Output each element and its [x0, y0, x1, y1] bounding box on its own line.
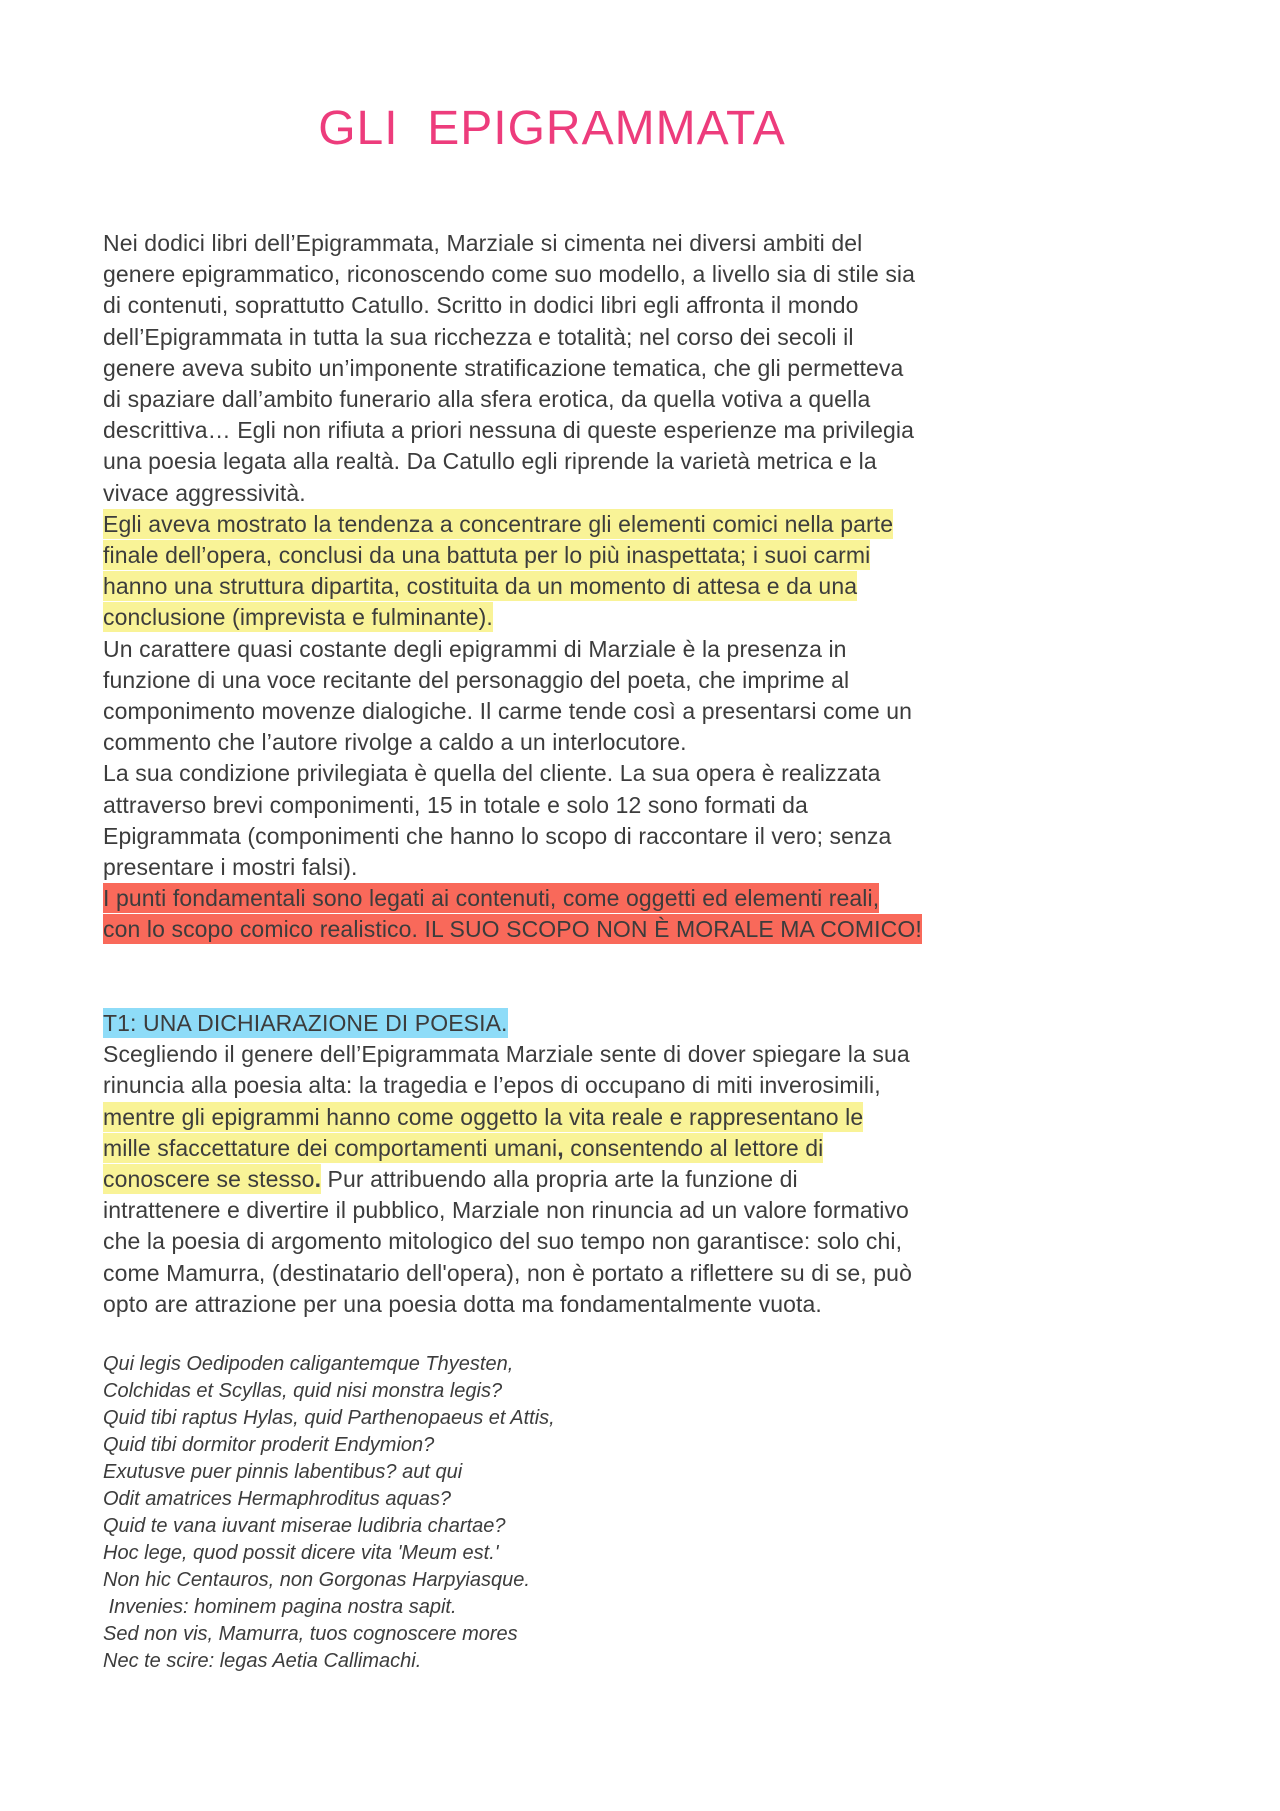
- text-segment: di spaziare dall’ambito funerario alla sfera erotica, da quella votiva a quella: [103, 386, 871, 413]
- verse-line: [103, 1594, 1185, 1621]
- highlighted-text-segment: T1: UNA DICHIARAZIONE DI POESIA.: [103, 1010, 508, 1037]
- text-segment: Scegliendo il genere dell’Epigrammata Marziale sente di dover spiegare la sua: [103, 1041, 910, 1068]
- document-body: [0, 228, 1280, 1675]
- text-line: [103, 571, 1185, 602]
- verse-line: [103, 1486, 1185, 1513]
- highlighted-text-segment: con lo scopo comico realistico. IL SUO SCOPO NON È MORALE MA COMICO!: [103, 916, 922, 943]
- text-line: [103, 883, 1185, 914]
- text-segment: Nec te scire: legas Aetia Callimachi.: [103, 1650, 422, 1673]
- text-segment: descrittiva… Egli non rifiuta a priori nessuna di queste esperienze ma privilegia: [103, 417, 914, 444]
- verse-line: [103, 1432, 1185, 1459]
- highlighted-text-segment: Egli aveva mostrato la tendenza a concentrare gli elementi comici nella parte: [103, 510, 894, 537]
- verse-line: [103, 1351, 1185, 1378]
- highlighted-text-segment: .: [314, 1166, 322, 1193]
- verse-line: [103, 1513, 1185, 1540]
- text-segment: che la poesia di argomento mitologico del suo tempo non garantisce: solo chi,: [103, 1228, 903, 1255]
- text-segment: Sed non vis, Mamurra, tuos cognoscere mores: [103, 1623, 518, 1646]
- highlighted-text-segment: mentre gli epigrammi hanno come oggetto la vita reale e rappresentano le: [103, 1103, 864, 1130]
- text-line: [103, 696, 1185, 727]
- text-segment: Un carattere quasi costante degli epigrammi di Marziale è la presenza in: [103, 635, 847, 662]
- text-line: [103, 727, 1185, 758]
- text-line: [103, 758, 1185, 789]
- text-segment: Quid tibi raptus Hylas, quid Parthenopaeus et Attis,: [103, 1407, 555, 1430]
- section-heading: [103, 1008, 1185, 1039]
- text-line: [103, 509, 1185, 540]
- text-segment: La sua condizione privilegiata è quella del cliente. La sua opera è realizzata: [103, 760, 881, 787]
- highlighted-text-segment: I punti fondamentali sono legati ai contenuti, come oggetti ed elementi reali,: [103, 885, 880, 912]
- verse-line: [103, 1405, 1185, 1432]
- text-segment: genere aveva subito un’imponente stratificazione tematica, che gli permetteva: [103, 354, 904, 381]
- page-title: GLI EPIGRAMMATA: [318, 102, 786, 155]
- verse-line: [103, 1648, 1185, 1675]
- text-segment: presentare i mostri falsi).: [103, 854, 358, 881]
- highlighted-text-segment: finale dell’opera, conclusi da una battuta per lo più inaspettata; i suoi carmi: [103, 542, 871, 569]
- text-line: [103, 1258, 1185, 1289]
- text-segment: una poesia legata alla realtà. Da Catullo egli riprende la varietà metrica e la: [103, 448, 877, 475]
- verse-line: [103, 1459, 1185, 1486]
- verse-line: [103, 1567, 1185, 1594]
- text-line: [103, 665, 1185, 696]
- highlighted-text-segment: conclusione (imprevista e fulminante).: [103, 604, 493, 631]
- text-segment: di contenuti, soprattutto Catullo. Scritto in dodici libri egli affronta il mondo: [103, 292, 859, 319]
- text-segment: Pur attribuendo alla propria arte la funzione di: [321, 1166, 798, 1193]
- text-segment: attraverso brevi componimenti, 15 in totale e solo 12 sono formati da: [103, 791, 808, 818]
- verse-line: [103, 1378, 1185, 1405]
- text-line: [103, 914, 1185, 945]
- text-segment: intrattenere e divertire il pubblico, Marziale non rinuncia ad un valore formativo: [103, 1197, 909, 1224]
- text-line: [103, 852, 1185, 883]
- text-line: [103, 1164, 1185, 1195]
- highlighted-text-segment: conoscere se stesso: [103, 1166, 315, 1193]
- text-line: [103, 1226, 1185, 1257]
- highlighted-text-segment: hanno una struttura dipartita, costituita da un momento di attesa e da una: [103, 573, 858, 600]
- text-segment: dell’Epigrammata in tutta la sua ricchezza e totalità; nel corso dei secoli il: [103, 323, 854, 350]
- text-segment: componimento movenze dialogiche. Il carme tende così a presentarsi come un: [103, 698, 912, 725]
- text-line: [103, 602, 1185, 633]
- text-line: [103, 1070, 1185, 1101]
- text-segment: rinuncia alla poesia alta: la tragedia e l’epos di occupano di miti inverosimili,: [103, 1072, 881, 1099]
- text-segment: Quid tibi dormitor proderit Endymion?: [103, 1434, 435, 1457]
- text-segment: come Mamurra, (destinatario dell'opera), non è portato a riflettere su di se, può: [103, 1259, 912, 1286]
- text-segment: funzione di una voce recitante del personaggio del poeta, che imprime al: [103, 666, 850, 693]
- text-segment: commento che l’autore rivolge a caldo a un interlocutore.: [103, 729, 687, 756]
- text-segment: opto are attrazione per una poesia dotta ma fondamentalmente vuota.: [103, 1290, 822, 1317]
- text-segment: genere epigrammatico, riconoscendo come suo modello, a livello sia di stile sia: [103, 261, 916, 288]
- text-segment: Colchidas et Scyllas, quid nisi monstra legis?: [103, 1380, 503, 1403]
- text-segment: Non hic Centauros, non Gorgonas Harpyiasque.: [103, 1569, 530, 1592]
- text-segment: vivace aggressività.: [103, 479, 306, 506]
- text-line: [103, 322, 1185, 353]
- text-segment: Nei dodici libri dell’Epigrammata, Marziale si cimenta nei diversi ambiti del: [103, 230, 863, 256]
- text-line: [103, 290, 1185, 321]
- text-line: [103, 1133, 1185, 1164]
- text-line: [103, 790, 1185, 821]
- text-segment: Epigrammata (componimenti che hanno lo scopo di raccontare il vero; senza: [103, 822, 892, 849]
- text-segment: Exutusve puer pinnis labentibus? aut qui: [103, 1461, 463, 1484]
- text-line: [103, 821, 1185, 852]
- text-line: [103, 634, 1185, 665]
- highlighted-text-segment: mille sfaccettature dei comportamenti umani: [103, 1134, 558, 1161]
- text-segment: Hoc lege, quod possit dicere vita 'Meum est.': [103, 1542, 499, 1565]
- text-line: [103, 478, 1185, 509]
- text-segment: Odit amatrices Hermaphroditus aquas?: [103, 1488, 451, 1511]
- text-line: [103, 228, 1185, 259]
- text-segment: Invenies: hominem pagina nostra sapit.: [103, 1596, 457, 1619]
- text-line: [103, 353, 1185, 384]
- text-segment: Qui legis Oedipoden caligantemque Thyesten,: [103, 1353, 514, 1376]
- highlighted-text-segment: consentendo al lettore di: [563, 1134, 824, 1161]
- text-line: [103, 415, 1185, 446]
- highlighted-text-segment: ,: [557, 1134, 564, 1161]
- text-line: [103, 1102, 1185, 1133]
- verse-line: [103, 1621, 1185, 1648]
- text-line: [103, 259, 1185, 290]
- text-line: [103, 540, 1185, 571]
- text-line: [103, 1039, 1185, 1070]
- text-line: [103, 1195, 1185, 1226]
- verse-line: [103, 1540, 1185, 1567]
- text-line: [103, 1289, 1185, 1320]
- text-line: [103, 446, 1185, 477]
- text-line: [103, 384, 1185, 415]
- text-segment: Quid te vana iuvant miserae ludibria chartae?: [103, 1515, 506, 1538]
